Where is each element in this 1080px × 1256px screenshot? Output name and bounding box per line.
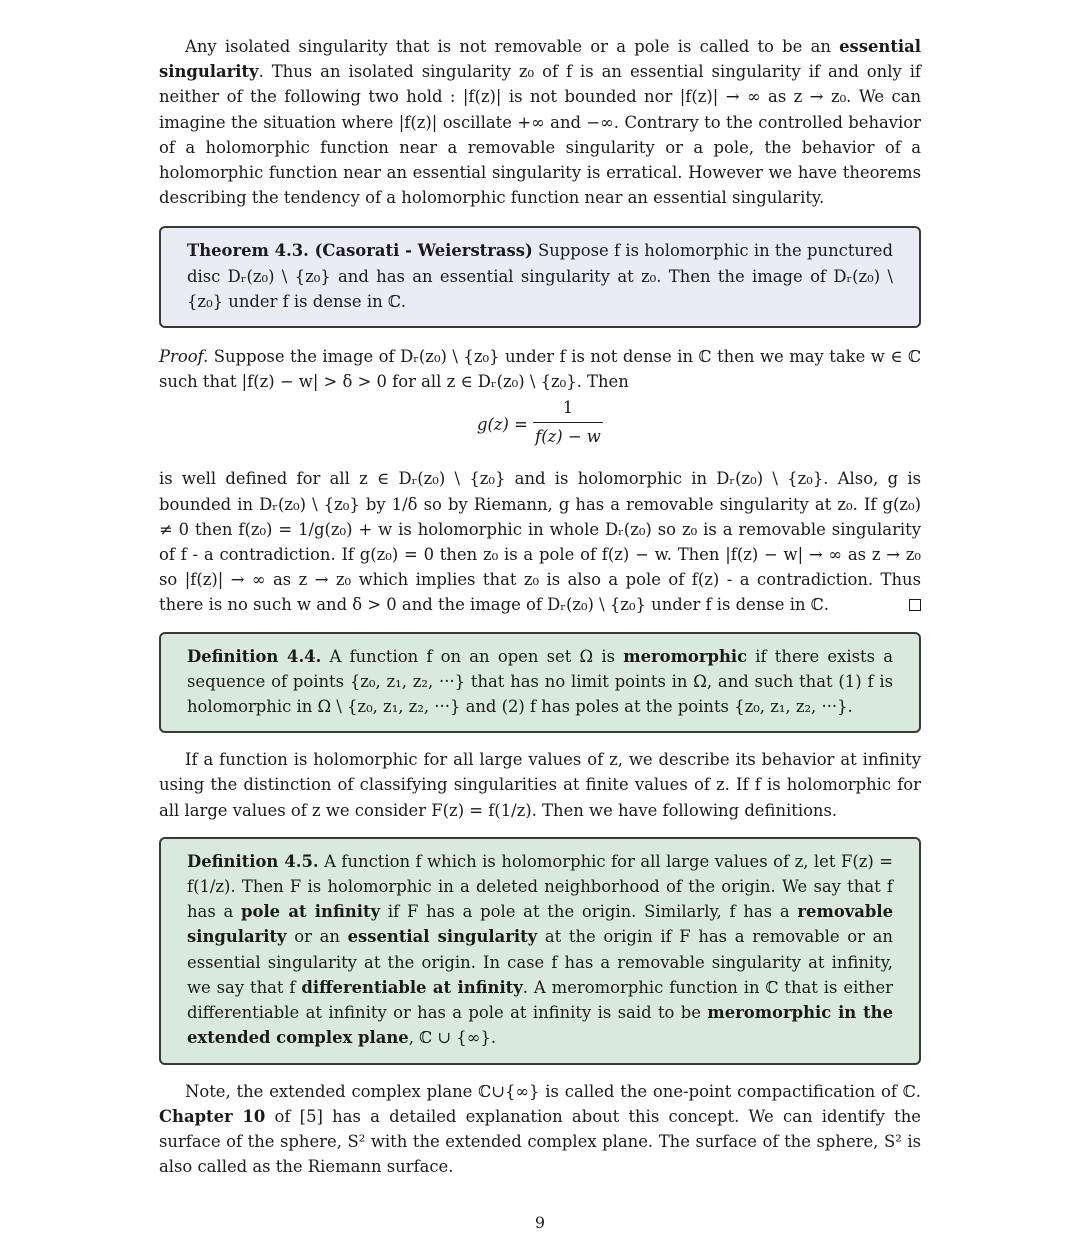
formula-denominator: f(z) − w <box>535 427 601 447</box>
def44-bold-term: meromorphic <box>623 646 748 666</box>
page-number: 9 <box>534 1213 546 1232</box>
def45-bold-pole: pole at infinity <box>241 902 381 922</box>
para3-text-a: Note, the extended complex plane ℂ∪{∞} is called the one-point compactification of ℂ. <box>185 1081 921 1101</box>
definition-4-5-title: Definition 4.5. <box>187 851 319 871</box>
def45-bold-differentiable: differentiable at infinity <box>301 977 523 997</box>
intro-text-a: Any isolated singularity that is not removable or a pole is called to be an <box>185 37 840 56</box>
proof-intro-text: Suppose the image of Dᵣ(z₀) \ {z₀} under f is not dense in ℂ then we may take w ∈ ℂ such that |f(z) − w| > δ > 0 for all z ∈ Dᵣ(z₀) \ {z₀}. Then <box>159 347 921 392</box>
definition-4-4-title: Definition 4.4. <box>187 646 322 666</box>
def44-text-a: A function f on an open set Ω is <box>321 646 624 666</box>
definition-4-5-box <box>159 837 921 1065</box>
def45-bold-essential: essential singularity <box>347 927 538 947</box>
def45-text-c: or an <box>286 927 348 947</box>
theorem-body: Suppose f is holomorphic in the punctured disc Dᵣ(z₀) \ {z₀} and has an essential singularity at z₀. Then the image of Dᵣ(z₀) \ {z₀} under f is dense in ℂ. <box>187 241 893 311</box>
def45-text-e: . A meromorphic function in ℂ that is either differentiable at infinity or has a pole at infinity is said to be <box>187 977 893 1023</box>
def45-text-d: at the origin if F has a removable or an essential singularity at the origin. In case f has a removable singularity at infinity, we say that f <box>187 927 893 997</box>
def45-text-b: if F has a pole at the origin. Similarly, f has a <box>380 902 798 922</box>
theorem-4-3-box <box>159 226 921 328</box>
formula-numerator: 1 <box>562 398 574 418</box>
compactification-paragraph <box>159 1079 921 1180</box>
qed-square-icon <box>909 599 921 611</box>
definition-4-4-box <box>159 632 921 734</box>
para3-bold-chapter: Chapter 10 <box>159 1106 266 1126</box>
intro-paragraph <box>159 34 921 210</box>
proof-intro <box>159 344 921 394</box>
para3-text-b: of [5] has a detailed explanation about this concept. We can identify the surface of the sphere, S² with the extended complex plane. The surface of the sphere, S² is also called as the Riemann surface. <box>159 1106 921 1177</box>
def45-bold-removable: removable singularity <box>187 902 894 947</box>
infinity-paragraph: If a function is holomorphic for all large values of z, we describe its behavior at infinity using the distinction of classifying singularities at finite values of z. If f is holomorphic for all large values of z we consider F(z) = f(1/z). Then we have following definitions. <box>159 750 921 820</box>
proof-label: Proof. <box>159 347 209 367</box>
formula-fraction <box>533 396 603 449</box>
def45-text-a: A function f which is holomorphic for all large values of z, let F(z) = f(1/z). Then F is holomorphic in a deleted neighborhood of the origin. We say that f has a <box>187 851 893 922</box>
fraction-bar <box>533 422 603 423</box>
proof-body <box>159 466 921 617</box>
page-body <box>159 34 921 1179</box>
theorem-title: Theorem 4.3. (Casorati - Weierstrass) <box>187 241 533 261</box>
def44-text-b: if there exists a sequence of points {z₀, z₁, z₂, ···} that has no limit points in Ω, and such that (1) f is holomorphic in Ω \ {z₀, z₁, z₂, ···} and (2) f has poles at the points {z₀, z₁, z₂, ···}. <box>187 646 893 717</box>
def45-text-f: , ℂ ∪ {∞}. <box>408 1028 497 1048</box>
proof-body-text: is well defined for all z ∈ Dᵣ(z₀) \ {z₀} and is holomorphic in Dᵣ(z₀) \ {z₀}. Also, g is bounded in Dᵣ(z₀) \ {z₀} by 1/δ so by Riemann, g has a removable singularity at z₀. If g(z₀) ≠ 0 then f(z₀) = 1/g(z₀) + w is holomorphic in whole Dᵣ(z₀) so z₀ is a removable singularity of f - a contradiction. If g(z₀) = 0 then z₀ is a pole of f(z) − w. Then |f(z) − w| → ∞ as z → z₀ so |f(z)| → ∞ as z → z₀ which implies that z₀ is also a pole of f(z) - a contradiction. Thus there is no such w and δ > 0 and the image of Dᵣ(z₀) \ {z₀} under f is dense in ℂ. <box>159 469 921 615</box>
intro-bold-term: essential singularity <box>159 37 921 82</box>
intro-text-b: . Thus an isolated singularity z₀ of f is an essential singularity if and only if neither of the following two hold : |f(z)| is not bounded nor |f(z)| → ∞ as z → z₀. We can imagine the situation where |f(z)| oscillate +∞ and −∞. Contrary to the controlled behavior of a holomorphic function near a removable singularity or a pole, the behavior of a holomorphic function near an essential singularity is erratical. However we have theorems describing the tendency of a holomorphic function near an essential singularity. <box>159 62 921 208</box>
formula-lhs: g(z) = <box>477 415 528 435</box>
def45-bold-meromorphic: meromorphic in the extended complex plane <box>187 1003 894 1048</box>
display-formula <box>159 396 921 460</box>
